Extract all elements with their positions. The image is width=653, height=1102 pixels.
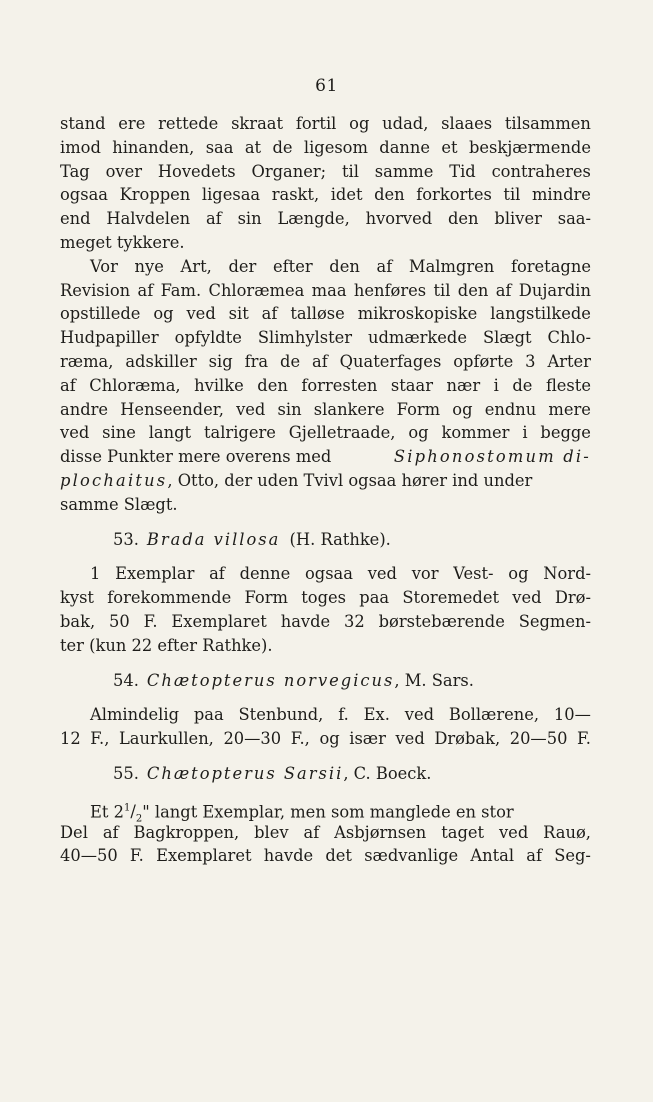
page-number: 61 <box>315 76 338 96</box>
text-line: ved sine langt talrigere Gjelletraade, og kommer i begge <box>60 423 591 443</box>
text-line: Hudpapiller opfyldte Slimhylster udmærkede Slægt Chlo- <box>60 328 591 348</box>
text-line: kyst forekommende Form toges paa Storemedet ved Drø- <box>60 588 591 608</box>
paragraph-chaetopterus-sarsii <box>60 797 591 868</box>
text-line: opstillede og ved sit af talløse mikroskopiske langstilkede <box>60 304 591 324</box>
text-line: Almindelig paa Stenbund, f. Ex. ved Bollærene, 10— <box>90 705 591 725</box>
species-name-italic: Brada villosa <box>146 529 281 549</box>
text-line: 1 Exemplar af denne ogsaa ved vor Vest- og Nord- <box>90 564 591 584</box>
text-line: bak, 50 F. Exemplaret havde 32 børstebærende Segmen- <box>60 611 591 631</box>
species-name-italic: Siphonostomum di- <box>393 447 591 467</box>
text-line: Tag over Hovedets Organer; til samme Tid contraheres <box>60 161 591 181</box>
paragraph-brada <box>60 562 591 657</box>
species-heading-54: 54. Chætopterus norvegicus, M. Sars. <box>113 670 474 690</box>
text-line: Et $2^1/_2$" langt Exemplar, men som manglede en stor <box>90 802 514 825</box>
species-name-italic: Chætopterus Sarsii <box>146 763 344 783</box>
paragraph-chloraema <box>60 255 591 517</box>
text-line: ræma, adskiller sig fra de af Quaterfages opførte 3 Arter <box>60 351 591 371</box>
paragraph-continuation <box>60 112 591 255</box>
fraction: $^1/_2$ <box>123 802 143 825</box>
text-line: ogsaa Kroppen ligesaa raskt, idet den forkortes til mindre <box>60 185 591 205</box>
text-line: imod hinanden, saa at de ligesom danne et beskjærmende <box>60 137 591 157</box>
text-line: plochaitus, Otto, der uden Tvivl ogsaa hører ind under <box>60 470 533 490</box>
text-line: Revision af Fam. Chloræmea maa henføres til den af Dujardin <box>60 280 591 300</box>
text-line: ter (kun 22 efter Rathke). <box>60 635 273 655</box>
text-line: stand ere rettede skraat fortil og udad, slaaes tilsammen <box>60 114 591 133</box>
text-line: 40—50 F. Exemplaret havde det sædvanlige Antal af Seg- <box>60 846 591 866</box>
text-line: Vor nye Art, der efter den af Malmgren foretagne <box>90 256 591 276</box>
text-line: af Chloræma, hvilke den forresten staar nær i de fleste <box>60 375 591 395</box>
text-line: Del af Bagkroppen, blev af Asbjørnsen taget ved Rauø, <box>60 822 591 842</box>
species-name-italic: plochaitus <box>60 470 168 490</box>
text-line: meget tykkere. <box>60 232 185 252</box>
text-line: 12 F., Laurkullen, 20—30 F., og især ved Drøbak, 20—50 F. <box>60 729 591 749</box>
species-heading-55: 55. Chætopterus Sarsii, C. Boeck. <box>113 763 432 783</box>
paragraph-chaetopterus-norvegicus <box>60 703 591 751</box>
species-name-italic: Chætopterus norvegicus <box>146 670 395 690</box>
text-line: andre Henseender, ved sin slankere Form og endnu mere <box>60 399 591 419</box>
text-line: disse Punkter mere overens med Siphonostomum di- <box>60 445 591 469</box>
species-heading-53: 53. Brada villosa (H. Rathke). <box>113 529 391 549</box>
body-text <box>60 112 591 868</box>
text-line: samme Slægt. <box>60 494 178 514</box>
text-line: end Halvdelen af sin Længde, hvorved den bliver saa- <box>60 209 591 229</box>
